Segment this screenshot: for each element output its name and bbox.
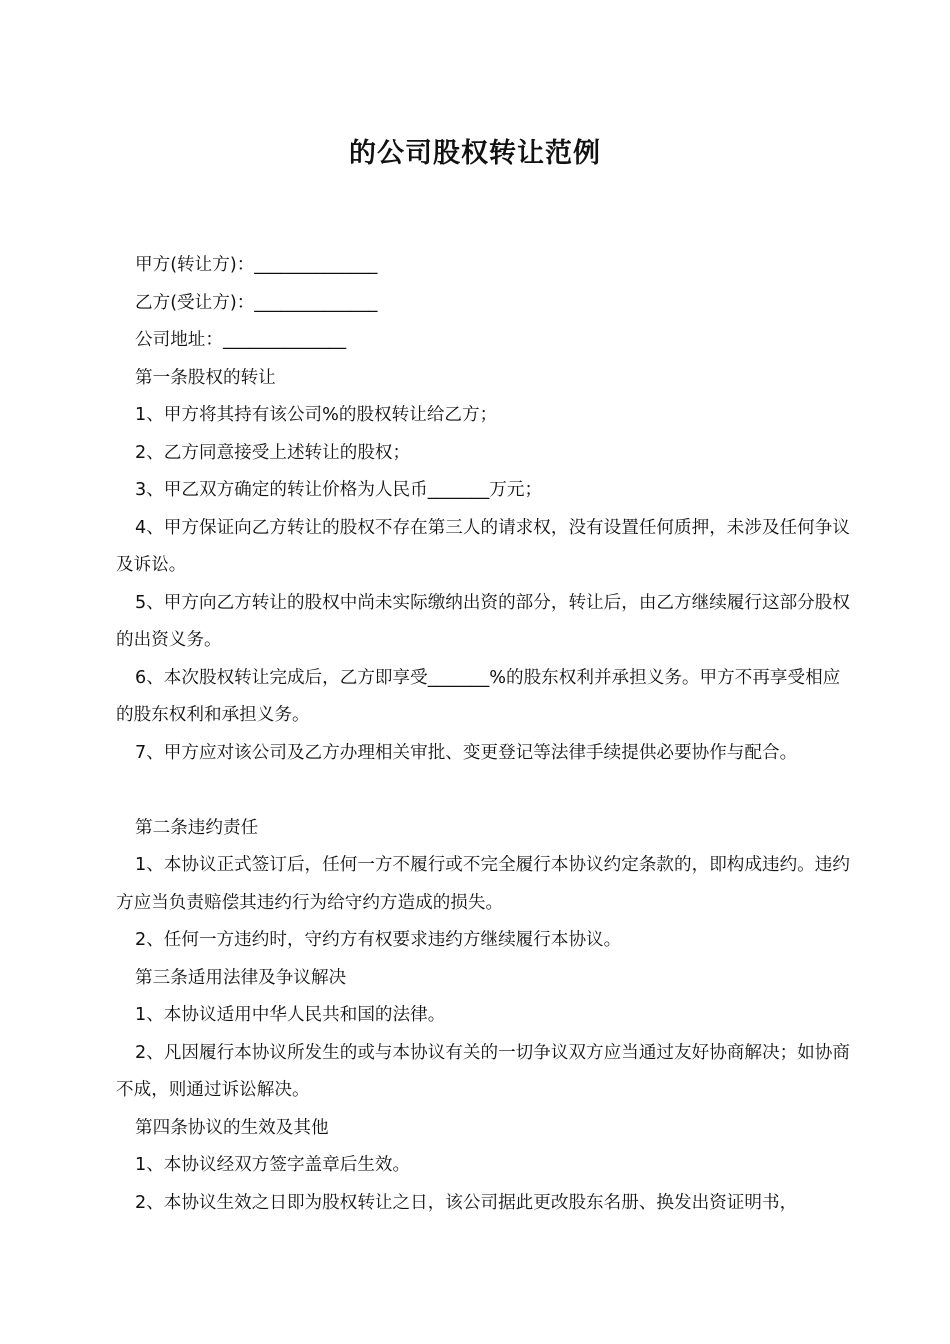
article-1-item-3: 3、甲乙双方确定的转让价格为人民币_______万元； — [135, 480, 543, 500]
document-title: 的公司股权转让范例 — [349, 138, 601, 169]
section-spacer — [116, 772, 850, 810]
article-1-item-7: 7、甲方应对该公司及乙方办理相关审批、变更登记等法律手续提供必要协作与配合。 — [135, 742, 798, 763]
article-2-item-1: 1、本协议正式签订后，任何一方不履行或不完全履行本协议约定条款的，即构成违约。违约方应当负责赔偿其违约行为给守约方造成的损失。 — [116, 855, 850, 913]
article-2-item-2: 2、任何一方违约时，守约方有权要求违约方继续履行本协议。 — [135, 930, 622, 950]
article-1-item-1: 1、甲方将其持有该公司%的股权转让给乙方； — [135, 405, 498, 425]
party-a-line: 甲方(转让方)：______________ — [135, 255, 378, 275]
article-3-item-2: 2、凡因履行本协议所发生的或与本协议有关的一切争议双方应当通过友好协商解决；如协商不成，则通过诉讼解决。 — [116, 1042, 850, 1100]
article-4-heading: 第四条协议的生效及其他 — [135, 1117, 329, 1138]
article-4-item-2: 2、本协议生效之日即为股权转让之日，该公司据此更改股东名册、换发出资证明书， — [135, 1192, 798, 1213]
article-3-heading: 第三条适用法律及争议解决 — [135, 967, 347, 988]
party-b-line: 乙方(受让方)：______________ — [135, 292, 378, 313]
article-3-item-1: 1、本协议适用中华人民共和国的法律。 — [135, 1005, 446, 1025]
company-address-line: 公司地址：______________ — [135, 330, 347, 350]
article-1-item-2: 2、乙方同意接受上述转让的股权； — [135, 442, 411, 463]
article-1-item-5: 5、甲方向乙方转让的股权中尚未实际缴纳出资的部分，转让后，由乙方继续履行这部分股权的出资义务。 — [116, 592, 850, 650]
article-4-item-1: 1、本协议经双方签字盖章后生效。 — [135, 1155, 411, 1175]
article-1-item-4: 4、甲方保证向乙方转让的股权不存在第三人的请求权，没有设置任何质押，未涉及任何争议及诉讼。 — [116, 517, 850, 575]
article-1-item-6: 6、本次股权转让完成后，乙方即享受_______%的股东权利并承担义务。甲方不再享受相应的股东权利和承担义务。 — [116, 667, 841, 725]
document-body — [116, 247, 850, 1222]
article-1-heading: 第一条股权的转让 — [135, 367, 276, 388]
article-2-heading: 第二条违约责任 — [135, 817, 259, 838]
